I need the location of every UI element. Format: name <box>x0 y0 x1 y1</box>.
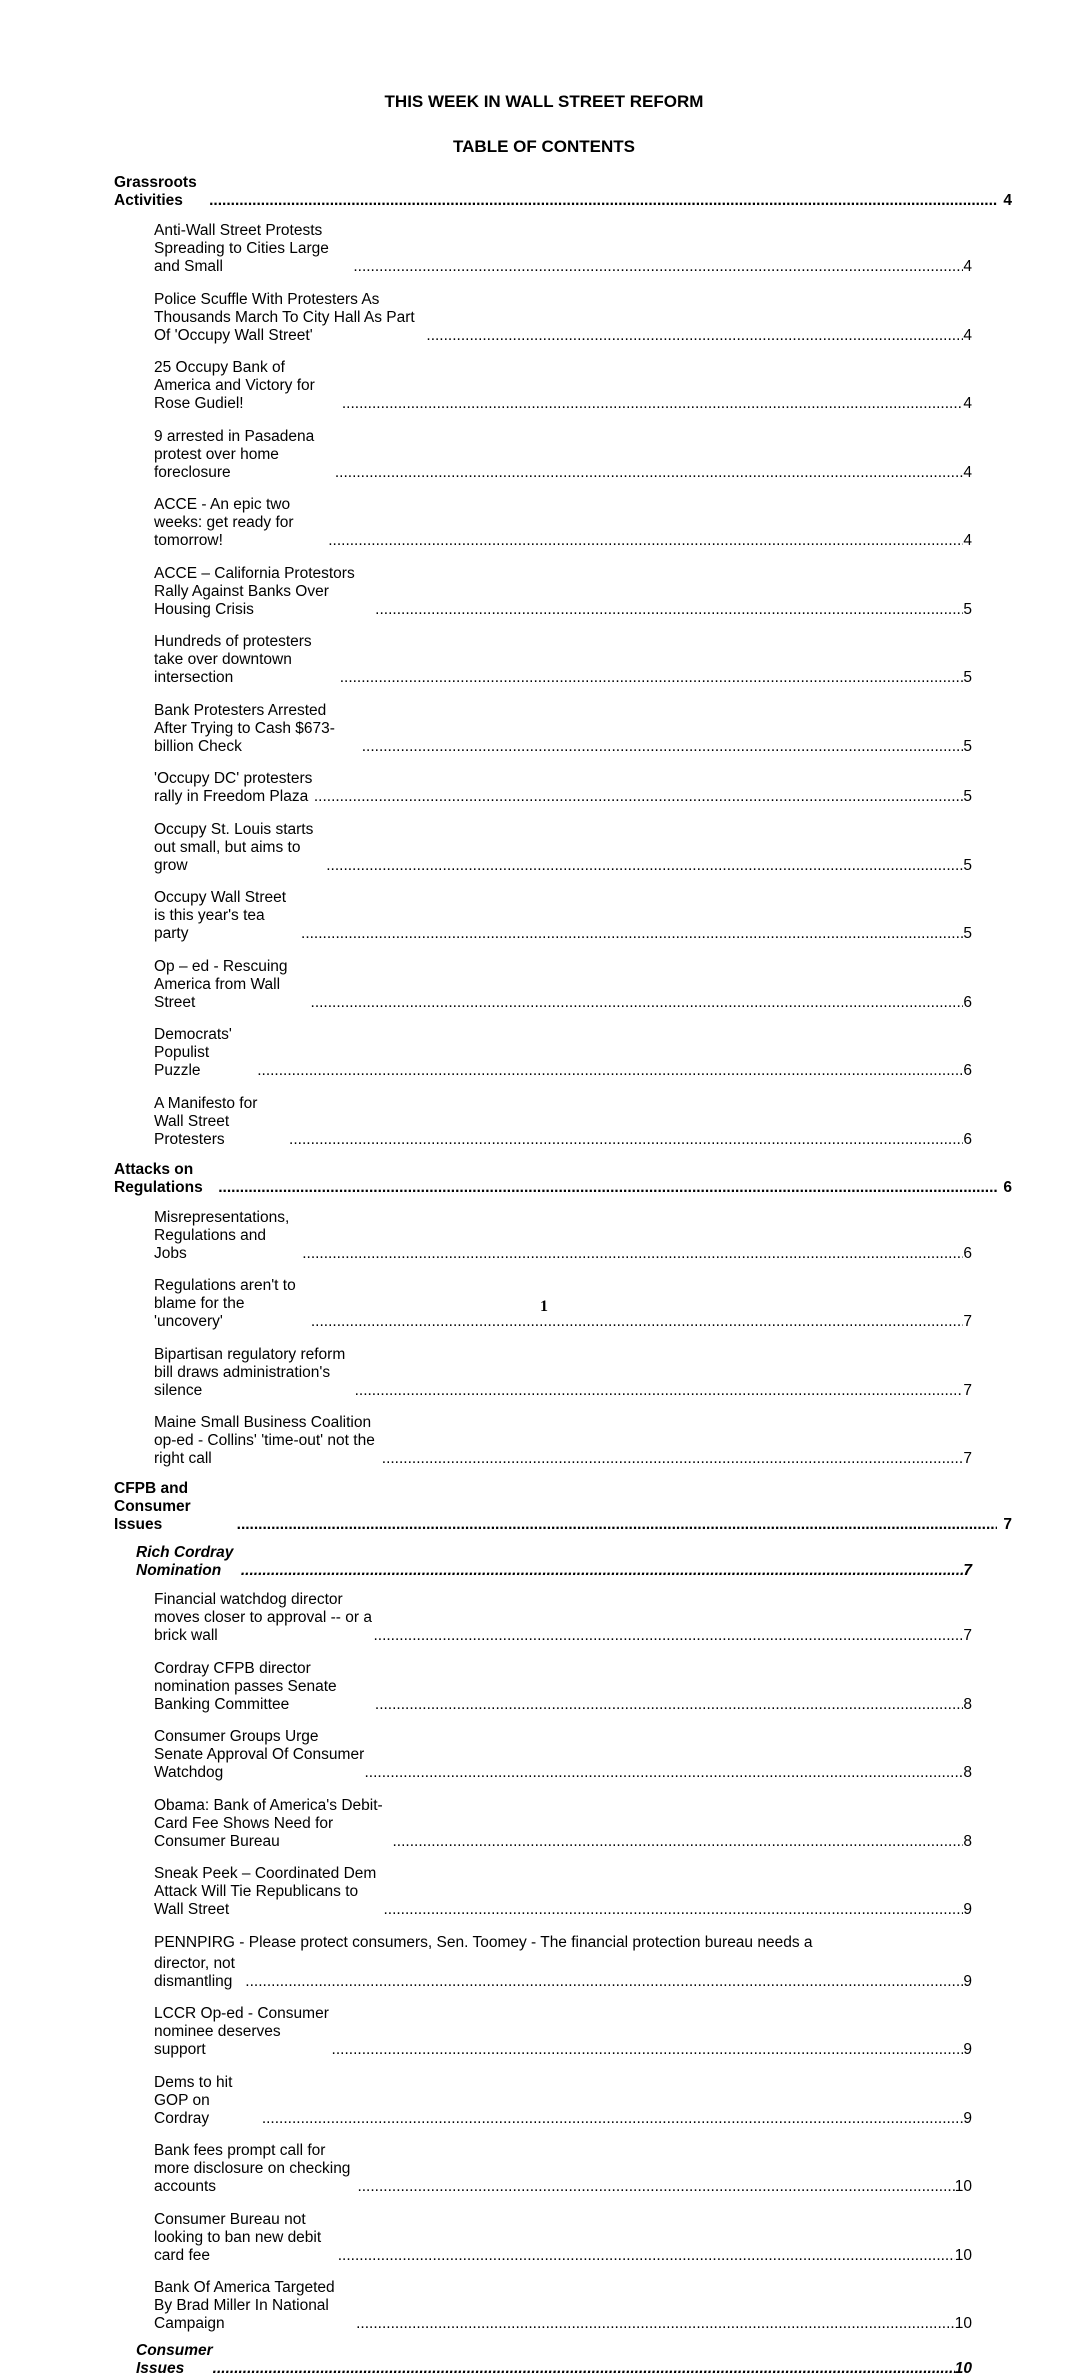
dot-leader <box>353 258 963 276</box>
toc-page-number: 5 <box>963 856 972 874</box>
toc-entry-title: CFPB and Consumer Issues <box>114 1480 191 1533</box>
toc-entry-title: Bank fees prompt call for more disclosure on checking accounts <box>154 2142 351 2195</box>
dot-leader <box>342 395 964 413</box>
toc-page-number: 8 <box>963 1832 972 1850</box>
toc-subsection[interactable] <box>136 2342 972 2378</box>
toc-entry[interactable] <box>154 821 972 875</box>
toc-page-number: 4 <box>963 395 972 412</box>
dot-leader <box>311 994 964 1012</box>
toc-page-number: 4 <box>1003 192 1012 209</box>
dot-leader <box>375 1696 963 1714</box>
toc-page-number: 8 <box>963 1695 972 1713</box>
dot-leader <box>362 738 964 756</box>
toc-entry-title: Police Scuffle With Protesters As Thousands March To City Hall As Part Of 'Occupy Wall Street' <box>154 290 415 344</box>
toc-section[interactable] <box>114 1480 1012 1534</box>
dot-leader <box>375 601 963 619</box>
toc-page-number: 7 <box>963 1313 972 1330</box>
toc-entry[interactable] <box>154 889 972 943</box>
dot-leader <box>335 464 964 482</box>
toc-page-number: 10 <box>954 2315 972 2332</box>
toc-entry-title: Sneak Peek – Coordinated Dem Attack Will Tie Republicans to Wall Street <box>154 1865 377 1918</box>
toc-entry-title: Consumer Issues <box>136 2342 213 2377</box>
dot-leader <box>328 532 963 550</box>
toc-entry-title: Maine Small Business Coalition op-ed - Collins' 'time-out' not the right call <box>154 1414 375 1467</box>
toc-entry-title: Grassroots Activities <box>114 174 197 209</box>
toc-page-number: 6 <box>963 993 972 1011</box>
toc-entry[interactable] <box>154 2005 972 2059</box>
toc-page-number: 6 <box>963 1062 972 1079</box>
toc-entry-title: A Manifesto for Wall Street Protesters <box>154 1094 258 1148</box>
toc-entry[interactable] <box>154 2279 972 2333</box>
toc-entry-title: director, not dismantling <box>154 1954 235 1990</box>
document-title: THIS WEEK IN WALL STREET REFORM <box>384 92 704 111</box>
toc-entry-title: Occupy St. Louis starts out small, but aims to grow <box>154 820 314 874</box>
toc-page-number: 6 <box>1003 1178 1012 1196</box>
dot-leader <box>209 192 997 210</box>
toc-page-number: 7 <box>963 1450 972 1467</box>
toc-entry[interactable] <box>154 770 972 806</box>
toc-entry-title: Bipartisan regulatory reform bill draws administration's silence <box>154 1345 346 1399</box>
toc-page-number: 9 <box>963 2109 972 2127</box>
toc-page-number: 5 <box>963 737 972 755</box>
toc-entry[interactable] <box>154 222 972 276</box>
toc-entry-title: Attacks on Regulations <box>114 1160 203 1196</box>
dot-leader <box>355 1382 964 1400</box>
dot-leader <box>382 1450 964 1468</box>
toc-section[interactable] <box>114 1161 1012 1197</box>
toc-entry[interactable] <box>154 2074 972 2128</box>
toc-entry-title: ACCE – California Protestors Rally Against Banks Over Housing Crisis <box>154 564 355 618</box>
dot-leader <box>326 857 963 875</box>
toc-entry[interactable] <box>154 2142 972 2196</box>
toc-entry-title: Anti-Wall Street Protests Spreading to Cities Large and Small <box>154 222 329 275</box>
toc-entry-title: Bank Protesters Arrested After Trying to Cash $673-billion Check <box>154 701 335 755</box>
toc-entry[interactable] <box>154 1591 972 1645</box>
dot-leader <box>314 788 964 806</box>
dot-leader <box>332 2041 964 2059</box>
toc-page-number: 6 <box>963 1130 972 1148</box>
dot-leader <box>357 2178 954 2196</box>
toc-page-number: 7 <box>1003 1516 1012 1533</box>
toc-entry[interactable] <box>154 1660 972 1714</box>
dot-leader <box>393 1833 964 1851</box>
toc-heading: TABLE OF CONTENTS <box>453 137 635 156</box>
toc-entry[interactable] <box>154 633 972 687</box>
toc-entry-title: Democrats' Populist Puzzle <box>154 1026 232 1079</box>
toc-entry[interactable] <box>154 1209 972 1263</box>
toc-entry-title: Bank Of America Targeted By Brad Miller In National Campaign <box>154 2279 335 2332</box>
toc-entry-title: 9 arrested in Pasadena protest over home foreclosure <box>154 427 315 481</box>
toc-entry[interactable] <box>154 702 972 756</box>
dot-leader <box>241 1562 964 1580</box>
dot-leader <box>426 327 963 345</box>
dot-leader <box>302 1245 963 1263</box>
toc-page-number: 5 <box>963 788 972 805</box>
toc-page-number: 9 <box>963 1901 972 1918</box>
dot-leader <box>257 1062 963 1080</box>
toc-subsection[interactable] <box>136 1544 972 1580</box>
toc-entry-title: ACCE - An epic two weeks: get ready for tomorrow! <box>154 496 294 549</box>
toc-page-number: 10 <box>954 2246 972 2264</box>
toc-entry[interactable] <box>154 1728 972 1782</box>
toc-page-number: 4 <box>963 532 972 549</box>
toc-entry-title: LCCR Op-ed - Consumer nominee deserves support <box>154 2005 329 2058</box>
toc-entry-title: Op – ed - Rescuing America from Wall Street <box>154 957 288 1011</box>
dot-leader <box>365 1764 964 1782</box>
toc-entry[interactable] <box>154 958 972 1012</box>
dot-leader <box>218 1179 997 1197</box>
toc-page-number: 6 <box>963 1244 972 1262</box>
dot-leader <box>340 669 964 687</box>
dot-leader <box>338 2247 955 2265</box>
toc-page-number: 7 <box>963 1562 972 1579</box>
toc-entry-title: Consumer Groups Urge Senate Approval Of Consumer Watchdog <box>154 1728 365 1781</box>
toc-entry[interactable] <box>154 1797 972 1851</box>
toc-entry-title: Hundreds of protesters take over downtown intersection <box>154 633 312 686</box>
dot-leader <box>301 925 963 943</box>
dot-leader <box>213 2360 955 2378</box>
toc-entry-title-line1: PENNPIRG - Please protect consumers, Sen. Toomey - The financial protection bureau needs a <box>154 1933 813 1951</box>
toc-entry[interactable] <box>154 1095 972 1149</box>
toc-entry-title: Rich Cordray Nomination <box>136 1544 234 1579</box>
toc-entry[interactable] <box>154 359 972 413</box>
toc-entry[interactable] <box>154 1934 972 1991</box>
toc-page-number: 7 <box>963 1381 972 1399</box>
toc-page-number: 9 <box>963 1972 972 1990</box>
toc-page-number: 10 <box>954 2360 972 2377</box>
toc-entry[interactable] <box>154 1026 972 1080</box>
toc-entry-title: Dems to hit GOP on Cordray <box>154 2073 233 2127</box>
toc-entry[interactable] <box>154 1346 972 1400</box>
toc-page-number: 10 <box>954 2178 972 2195</box>
toc-page-number: 5 <box>963 600 972 618</box>
toc-entry[interactable] <box>154 496 972 550</box>
toc-entry[interactable] <box>154 565 972 619</box>
page-number: 1 <box>540 1298 548 1315</box>
dot-leader <box>262 2110 964 2128</box>
toc-page-number: 9 <box>963 2041 972 2058</box>
dot-leader <box>245 1973 963 1991</box>
toc-entry[interactable] <box>154 428 972 482</box>
toc-entry[interactable] <box>154 291 972 345</box>
toc-entry-title: Regulations aren't to blame for the 'uncovery' <box>154 1277 296 1330</box>
toc-page-number: 4 <box>963 326 972 344</box>
toc-page-number: 4 <box>963 258 972 275</box>
toc-page-number: 5 <box>963 669 972 686</box>
table-of-contents <box>114 174 1014 2378</box>
dot-leader <box>356 2315 955 2333</box>
toc-entry[interactable] <box>154 2211 972 2265</box>
toc-entry-title: Consumer Bureau not looking to ban new debit card fee <box>154 2210 322 2264</box>
toc-entry-title: Occupy Wall Street is this year's tea party <box>154 889 287 942</box>
toc-section[interactable] <box>114 174 1012 210</box>
toc-page-number: 7 <box>963 1627 972 1644</box>
toc-page-number: 8 <box>963 1764 972 1781</box>
toc-entry[interactable] <box>154 1865 972 1919</box>
toc-entry[interactable] <box>154 1414 972 1468</box>
toc-page-number: 4 <box>963 463 972 481</box>
toc-entry-title: 25 Occupy Bank of America and Victory for Rose Gudiel! <box>154 359 315 412</box>
toc-entry-title: Financial watchdog director moves closer to approval -- or a brick wall <box>154 1591 372 1644</box>
toc-entry-title: Obama: Bank of America's Debit-Card Fee Shows Need for Consumer Bureau <box>154 1796 383 1850</box>
dot-leader <box>289 1131 963 1149</box>
toc-page-number: 5 <box>963 925 972 942</box>
toc-entry-title: Misrepresentations, Regulations and Jobs <box>154 1208 290 1262</box>
dot-leader <box>373 1627 963 1645</box>
toc-entry-title: Cordray CFPB director nomination passes Senate Banking Committee <box>154 1659 337 1713</box>
dot-leader <box>383 1901 963 1919</box>
toc-entry-title: 'Occupy DC' protesters rally in Freedom Plaza <box>154 770 313 805</box>
dot-leader <box>237 1516 998 1534</box>
